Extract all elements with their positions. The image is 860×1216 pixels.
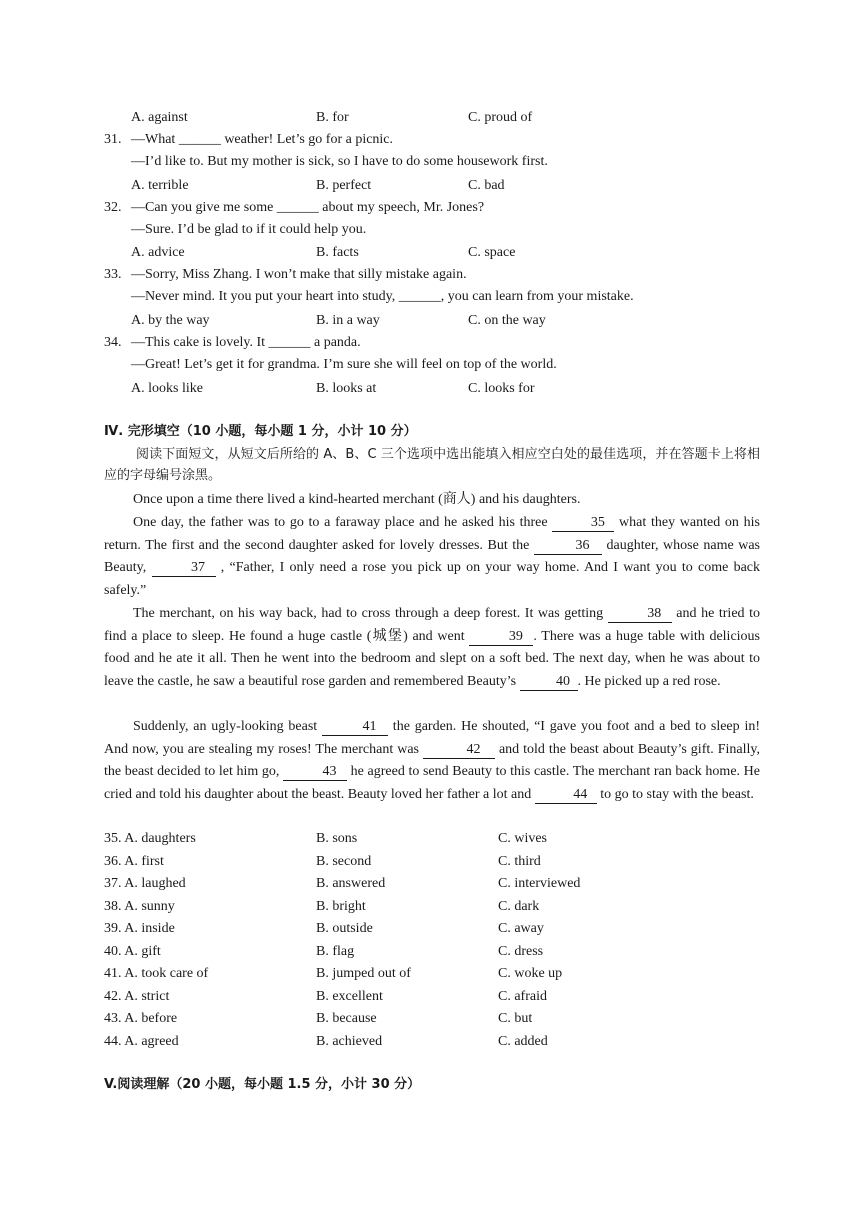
option-b: B. in a way (316, 313, 380, 328)
option-b: B. sons (316, 831, 358, 846)
option-b: B. facts (316, 245, 359, 260)
option-c: C. afraid (498, 989, 547, 1004)
option-c: C. dress (498, 944, 544, 959)
option-b: B. perfect (316, 178, 372, 193)
option-a: 39. A. inside (104, 921, 175, 936)
question-line-1: —This cake is lovely. It ______ a panda. (131, 335, 361, 350)
option-c: C. on the way (468, 313, 546, 328)
option-b: B. answered (316, 876, 386, 891)
question-line-2: —I’d like to. But my mother is sick, so I have to do some housework first. (131, 154, 548, 169)
passage-text: The merchant, on his way back, had to cross through a deep forest. It was getting (133, 606, 608, 621)
option-c: C. proud of (468, 110, 533, 125)
passage-text: , “Father, I only need a rose you pick up on your way home. And I want you to come back safely.” (104, 560, 761, 598)
option-c: C. away (498, 921, 544, 936)
passage-text: . There was a huge table with delicious food and he ate it all. Then he went into the bedroom and slept on a soft bed. The next day, when he was about to leave the castle, he saw a beautiful rose garden and remembered Beauty’s (104, 628, 760, 689)
question-number: 32. (104, 200, 122, 215)
option-b: B. bright (316, 899, 366, 914)
option-b: B. second (316, 854, 372, 869)
passage-paragraph-2 (104, 512, 760, 602)
section-4-instruction: 阅读下面短文，从短文后所给的 A、B、C 三个选项中选出能填入相应空白处的最佳选项，并在答题卡上将相应的字母编号涂黑。 (104, 447, 760, 483)
blank-40: 40 (520, 674, 578, 691)
blank-43: 43 (283, 764, 347, 781)
passage-text: the garden. He shouted, “I gave you foot and a bed to sleep in! And now, you are stealing my roses! The merchant was (104, 719, 760, 757)
passage-text: what they wanted on his return. The first and the second daughter asked for lovely dresses. But the (104, 515, 760, 553)
option-c: C. looks for (468, 381, 535, 396)
option-a: 36. A. first (104, 854, 164, 869)
blank-41: 41 (322, 719, 388, 736)
option-a: A. by the way (131, 313, 210, 328)
passage-text: One day, the father was to go to a faraway place and he asked his three (133, 515, 553, 530)
option-c: C. bad (468, 178, 505, 193)
option-a: 41. A. took care of (104, 966, 209, 981)
question-line-2: —Great! Let’s get it for grandma. I’m sure she will feel on top of the world. (131, 357, 557, 372)
option-a: A. terrible (131, 178, 189, 193)
option-c: C. dark (498, 899, 540, 914)
question-line-2: —Sure. I’d be glad to if it could help you. (131, 222, 367, 237)
passage-text: to go to stay with the beast. (596, 786, 754, 802)
option-a: 40. A. gift (104, 944, 161, 959)
blank-39: 39 (469, 629, 533, 646)
question-line-2: —Never mind. It you put your heart into study, ______, you can learn from your mistake. (131, 289, 634, 304)
question-line-1: —Can you give me some ______ about my speech, Mr. Jones? (131, 200, 485, 215)
blank-37: 37 (152, 560, 216, 577)
option-b: B. outside (316, 921, 373, 936)
blank-42: 42 (423, 742, 495, 759)
option-a: A. advice (131, 245, 185, 260)
passage-paragraph-4 (104, 716, 760, 806)
option-a: A. against (131, 110, 188, 125)
section-4-title: Ⅳ. 完形填空（10 小题，每小题 1 分，小计 10 分） (104, 424, 417, 439)
option-a: 44. A. agreed (104, 1034, 179, 1049)
option-a: A. looks like (131, 381, 203, 396)
option-c: C. added (498, 1034, 548, 1049)
option-c: C. woke up (498, 966, 563, 981)
blank-38: 38 (608, 606, 672, 623)
option-b: B. looks at (316, 381, 377, 396)
question-line-1: —What ______ weather! Let’s go for a picnic. (131, 132, 394, 147)
passage-paragraph-1: Once upon a time there lived a kind-hearted merchant (商人) and his daughters. (133, 492, 581, 507)
option-a: 42. A. strict (104, 989, 170, 1004)
passage-text: he agreed to send Beauty to this castle. The merchant ran back home. He cried and told his daughter about the beast. Beauty loved her father a lot and (104, 764, 760, 802)
option-a: 37. A. laughed (104, 876, 186, 891)
section-5-title: V.阅读理解（20 小题，每小题 1.5 分，小计 30 分） (104, 1077, 421, 1092)
option-b: B. excellent (316, 989, 383, 1004)
question-number: 34. (104, 335, 122, 350)
option-a: 38. A. sunny (104, 899, 175, 914)
option-c: C. but (498, 1011, 533, 1026)
option-a: 35. A. daughters (104, 831, 196, 846)
question-number: 31. (104, 132, 122, 147)
option-a: 43. A. before (104, 1011, 178, 1026)
blank-44: 44 (535, 787, 597, 804)
option-b: B. achieved (316, 1034, 383, 1049)
passage-text: and he tried to find a place to sleep. He found a huge castle (城堡) and went (104, 606, 760, 644)
question-number: 33. (104, 267, 122, 282)
passage-text: . He picked up a red rose. (577, 673, 721, 689)
option-c: C. wives (498, 831, 547, 846)
question-line-1: —Sorry, Miss Zhang. I won’t make that silly mistake again. (131, 267, 467, 282)
option-b: B. flag (316, 944, 355, 959)
option-c: C. third (498, 854, 541, 869)
option-b: B. jumped out of (316, 966, 411, 981)
option-c: C. interviewed (498, 876, 581, 891)
option-b: B. because (316, 1011, 377, 1026)
blank-35: 35 (552, 515, 614, 532)
blank-36: 36 (534, 538, 602, 555)
passage-text: and told the beast about Beauty’s gift. Finally, the beast decided to let him go, (104, 741, 760, 779)
option-c: C. space (468, 245, 516, 260)
passage-paragraph-3 (104, 603, 760, 693)
option-b: B. for (316, 110, 349, 125)
passage-text: daughter, whose name was Beauty, (104, 537, 761, 575)
passage-text: Suddenly, an ugly-looking beast (133, 719, 322, 734)
